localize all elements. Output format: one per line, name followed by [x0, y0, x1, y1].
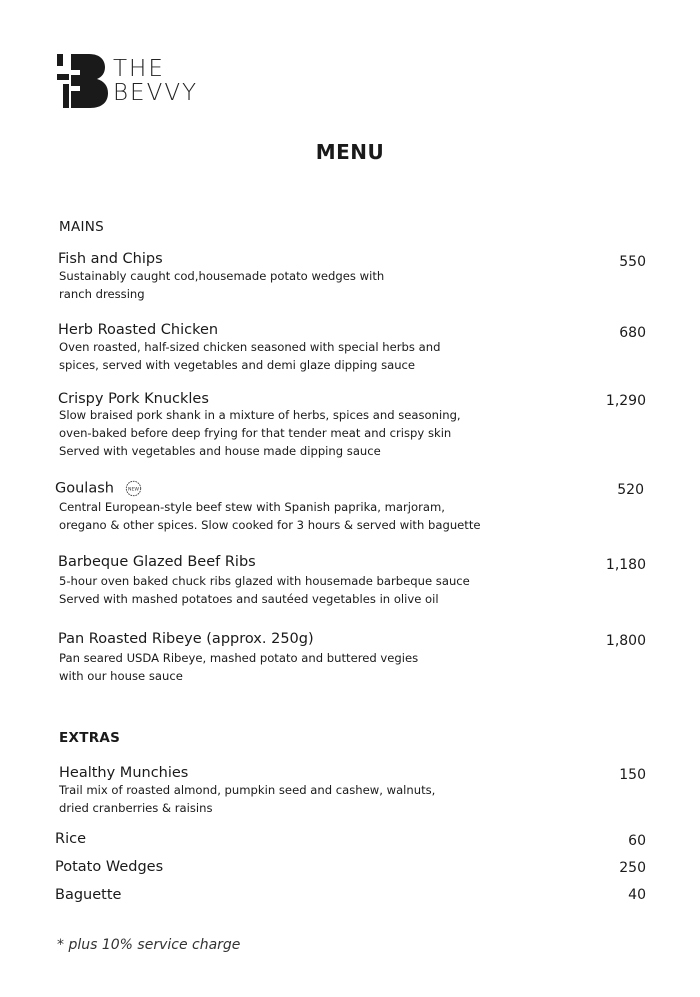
- brand-logo: [57, 52, 198, 110]
- item-name-potato-wedges: Potato Wedges: [55, 859, 164, 875]
- item-name-healthy-munchies: Healthy Munchies: [59, 765, 189, 781]
- item-name-bbq-beef-ribs: Barbeque Glazed Beef Ribs: [58, 554, 256, 570]
- item-name-rice: Rice: [55, 831, 86, 847]
- item-price-herb-roasted-chicken: 680: [619, 325, 646, 341]
- new-badge-icon: [125, 480, 142, 497]
- item-desc-bbq-beef-ribs: 5-hour oven baked chuck ribs glazed with housemade barbeque sauce Served with mashed potatoes and sautéed vegetables in olive oil: [59, 574, 470, 606]
- item-name-pan-roasted-ribeye: Pan Roasted Ribeye (approx. 250g): [58, 631, 314, 647]
- service-charge-note: * plus 10% service charge: [57, 937, 241, 953]
- item-price-healthy-munchies: 150: [619, 767, 646, 783]
- item-desc-pan-roasted-ribeye: Pan seared USDA Ribeye, mashed potato and buttered vegies with our house sauce: [59, 651, 419, 683]
- item-desc-goulash: Central European-style beef stew with Spanish paprika, marjoram, oregano & other spices. Slow cooked for 3 hours & served with baguette: [59, 500, 481, 532]
- item-desc-herb-roasted-chicken: Oven roasted, half-sized chicken seasoned with special herbs and spices, served with vegetables and demi glaze dipping sauce: [59, 340, 441, 372]
- item-price-crispy-pork-knuckles: 1,290: [605, 393, 646, 409]
- item-desc-fish-and-chips: Sustainably caught cod,housemade potato wedges with ranch dressing: [59, 269, 385, 301]
- item-price-potato-wedges: 250: [619, 860, 646, 876]
- item-price-baguette: 40: [628, 887, 646, 903]
- item-name-goulash: Goulash: [55, 480, 114, 497]
- brand-line1: THE: [113, 56, 165, 82]
- item-price-bbq-beef-ribs: 1,180: [605, 557, 646, 573]
- item-name-crispy-pork-knuckles: Crispy Pork Knuckles: [58, 391, 209, 407]
- item-desc-crispy-pork-knuckles: Slow braised pork shank in a mixture of herbs, spices and seasoning, oven-baked before deep frying for that tender meat and crispy skin Served with vegetables and house made dipping sauce: [59, 408, 461, 458]
- bevvy-b-logo-icon: [57, 52, 109, 110]
- item-name-goulash-row: [55, 480, 142, 497]
- item-name-fish-and-chips: Fish and Chips: [58, 251, 163, 267]
- item-price-fish-and-chips: 550: [619, 254, 646, 270]
- item-name-baguette: Baguette: [55, 887, 122, 903]
- item-name-herb-roasted-chicken: Herb Roasted Chicken: [58, 322, 219, 338]
- new-badge-label: NEW: [127, 487, 139, 493]
- item-price-pan-roasted-ribeye: 1,800: [605, 633, 646, 649]
- section-title-extras: EXTRAS: [59, 730, 121, 746]
- page-title: MENU: [315, 140, 385, 164]
- brand-wordmark: [113, 57, 198, 105]
- item-desc-healthy-munchies: Trail mix of roasted almond, pumpkin seed and cashew, walnuts, dried cranberries & raisins: [59, 783, 436, 815]
- item-price-rice: 60: [628, 833, 646, 849]
- brand-line2: BEVVY: [113, 80, 199, 106]
- item-price-goulash: 520: [617, 482, 644, 498]
- section-title-mains: MAINS: [59, 219, 105, 235]
